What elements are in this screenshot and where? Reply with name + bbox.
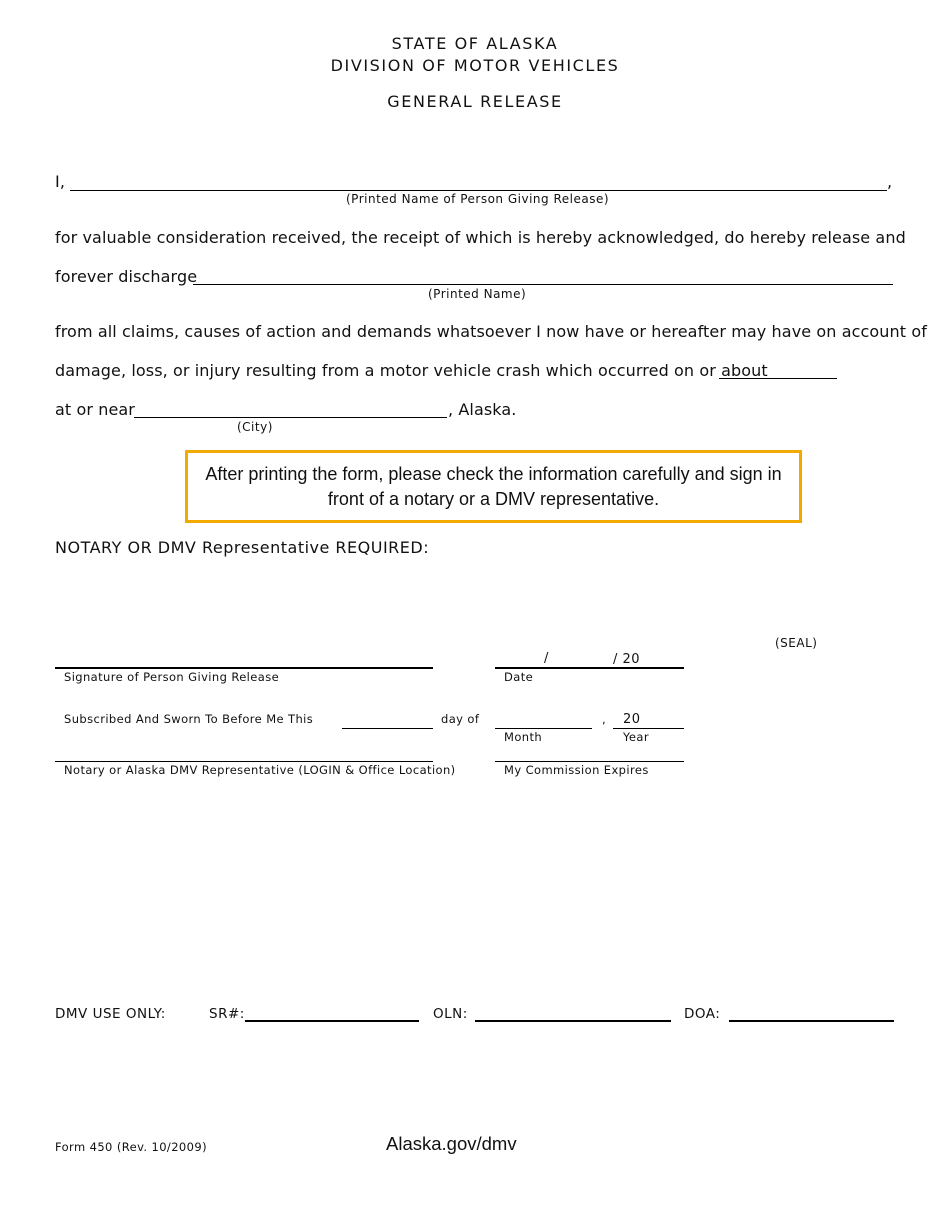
prefix-i: I, [55,172,66,191]
month-caption: Month [504,730,543,744]
discharge-text: forever discharge [55,267,198,286]
sworn-year-field[interactable] [613,728,684,729]
printed-name-giver-field[interactable] [70,190,887,191]
city-caption: (City) [237,420,273,434]
signature-line[interactable] [55,667,433,669]
date-caption: Date [504,670,534,684]
released-party-name-field[interactable] [193,284,893,285]
city-field[interactable] [134,417,447,418]
doa-label: DOA: [684,1006,721,1022]
date-slash-1: / [544,651,549,666]
notary-required-label: NOTARY OR DMV Representative REQUIRED: [55,538,430,557]
near-text: at or near [55,400,135,419]
sworn-month-field[interactable] [495,728,592,729]
sr-label: SR#: [209,1006,245,1022]
dmv-use-label: DMV USE ONLY: [55,1006,166,1022]
printed-name-caption: (Printed Name) [428,287,527,301]
year-caption: Year [623,730,649,744]
claims-text: from all claims, causes of action and demands whatsoever I now have or hereafter may have on account of [55,322,927,341]
footer-url[interactable]: Alaska.gov/dmv [386,1133,517,1154]
notice-text: After printing the form, please check the information carefully and sign in front of a notary or a DMV representative. [205,463,782,509]
printed-name-giver-caption: (Printed Name of Person Giving Release) [346,192,610,206]
month-year-comma: , [602,712,607,726]
oln-field[interactable] [475,1020,671,1022]
year-prefix: 20 [623,712,641,727]
trailing-comma: , [887,172,893,191]
form-title: GENERAL RELEASE [387,92,563,111]
notice-box [185,450,802,523]
seal-label: (SEAL) [775,636,818,650]
consideration-text: for valuable consideration received, the receipt of which is hereby acknowledged, do hereby release and [55,228,906,247]
commission-caption: My Commission Expires [504,763,649,777]
state-heading: STATE OF ALASKA [391,34,559,53]
form-number: Form 450 (Rev. 10/2009) [55,1140,207,1154]
date-slash-2: / 20 [613,652,641,667]
division-heading: DIVISION OF MOTOR VEHICLES [330,56,620,75]
crash-date-field[interactable] [719,378,837,379]
sr-field[interactable] [245,1020,419,1022]
damage-text: damage, loss, or injury resulting from a motor vehicle crash which occurred on or about [55,361,768,380]
alaska-text: , Alaska. [448,400,517,419]
commission-line[interactable] [495,761,684,762]
doa-field[interactable] [729,1020,894,1022]
sworn-day-field[interactable] [342,728,433,729]
oln-label: OLN: [433,1006,468,1022]
subscribed-text: Subscribed And Sworn To Before Me This [64,712,314,726]
notary-caption: Notary or Alaska DMV Representative (LOGIN & Office Location) [64,763,456,777]
notary-signature-line[interactable] [55,761,433,762]
date-line[interactable] [495,667,684,669]
day-of-text: day of [441,712,480,726]
signature-caption: Signature of Person Giving Release [64,670,280,684]
